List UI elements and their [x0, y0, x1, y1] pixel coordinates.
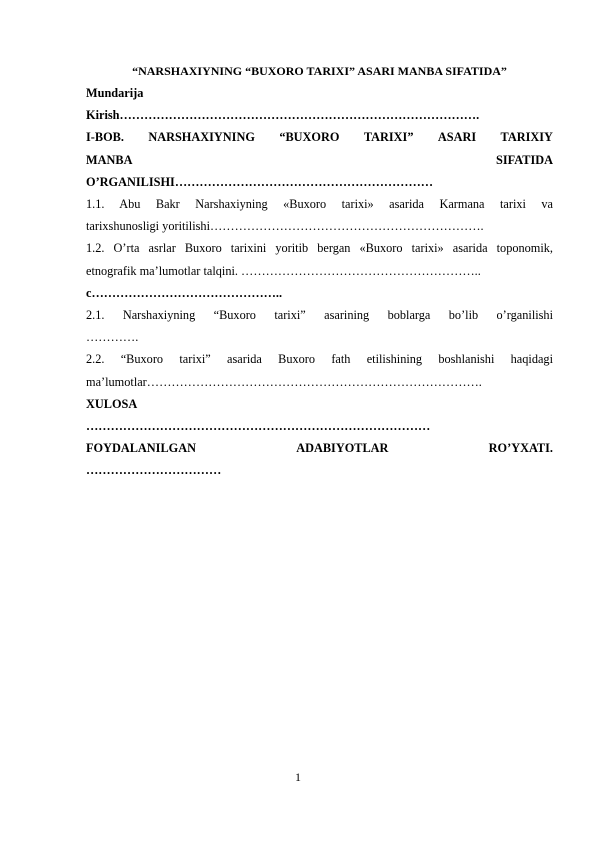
toc-entry-2-1-line1[interactable]: 2.1. Narshaxiyning “Buxoro tarixi” asarining boblarga bo’lib o’rganilishi	[86, 308, 553, 323]
toc-entry-chapter1-line2[interactable]	[86, 149, 553, 171]
toc-entry-references[interactable]	[86, 437, 553, 459]
toc-entry-references-dots: ……………………………	[86, 463, 222, 478]
toc-entry-1-2-line2[interactable]: etnografik ma’lumotlar talqini. …………………………………………………..	[86, 263, 481, 278]
word: ASARI	[437, 130, 477, 145]
toc-entry-1-2-line1[interactable]: 1.2. O’rta asrlar Buxoro tarixini yoritib bergan «Buxoro tarixi» asarida toponomik,	[86, 241, 553, 256]
toc-entry-chapter1-line1[interactable]	[86, 126, 553, 148]
toc-entry-chapter1-line3[interactable]: O’RGANILISHI………………………………………………………	[86, 174, 434, 189]
toc-entry-2-2-line1[interactable]: 2.2. “Buxoro tarixi” asarida Buxoro fath etilishining boshlanishi haqidagi	[86, 352, 553, 367]
toc-entry-conclusion[interactable]: XULOSA	[86, 396, 138, 411]
toc-entry-conclusion-dots: …………………………………………………………………………	[86, 419, 431, 434]
word: TARIXIY	[500, 130, 553, 145]
word: I-BOB.	[86, 130, 124, 145]
contents-heading: Mundarija	[86, 86, 144, 100]
page-number: 1	[295, 770, 301, 784]
word: MANBA	[86, 152, 133, 167]
toc-entry-2-1-line2[interactable]: ………….	[86, 330, 139, 345]
document-page	[86, 62, 553, 482]
word: FOYDALANILGAN	[86, 441, 196, 456]
word: SIFATIDA	[496, 152, 553, 167]
toc-entry-intro[interactable]: Kirish…………………………………………………………………………….	[86, 108, 480, 123]
word: ADABIYOTLAR	[296, 441, 389, 456]
word: RO’YXATI.	[488, 441, 553, 456]
toc-entry-c[interactable]: c………………………………………..	[86, 285, 283, 300]
word: NARSHAXIYNING	[148, 130, 255, 145]
word: TARIXI”	[363, 130, 414, 145]
toc-entry-2-2-line2[interactable]: ma’lumotlar……………………………………………………………………….	[86, 374, 482, 389]
document-title: “NARSHAXIYNING “BUXORO TARIXI” ASARI MANBA SIFATIDA”	[132, 64, 507, 78]
toc-entry-1-1-line2[interactable]: tarixshunosligi yoritilishi………………………………………………………….	[86, 219, 484, 234]
word: “BUXORO	[279, 130, 340, 145]
toc-entry-1-1-line1[interactable]: 1.1. Abu Bakr Narshaxiyning «Buxoro tarixi» asarida Karmana tarixi va	[86, 197, 553, 212]
